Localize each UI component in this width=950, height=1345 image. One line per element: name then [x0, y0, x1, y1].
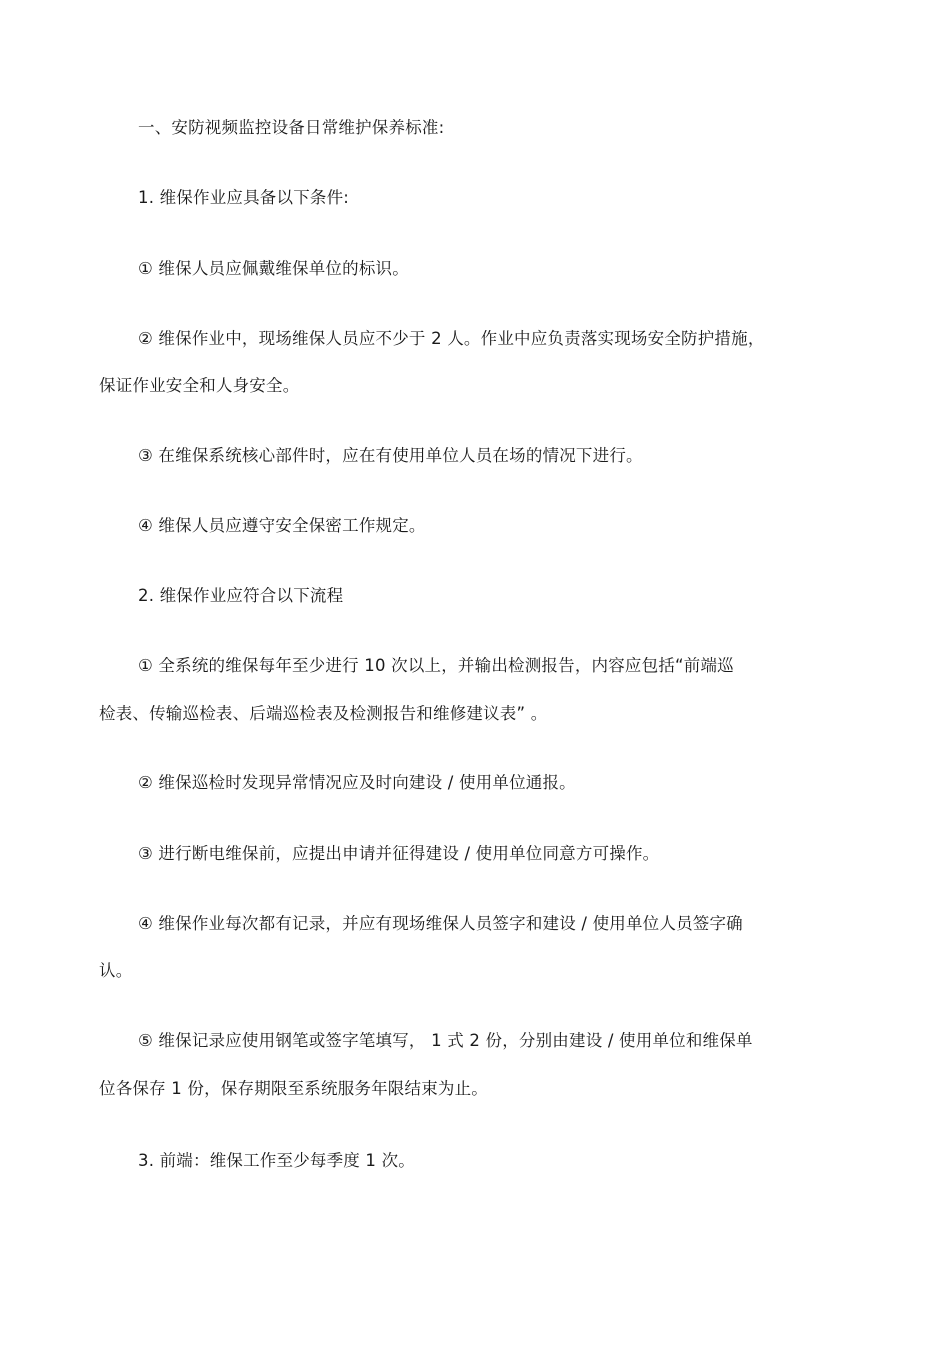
section-1-title: 1. 维保作业应具备以下条件:	[138, 188, 350, 207]
section-2-item-2: ② 维保巡检时发现异常情况应及时向建设 / 使用单位通报。	[138, 773, 576, 792]
section-1-item-2-line-1: ② 维保作业中，现场维保人员应不少于 2 人。作业中应负责落实现场安全防护措施，	[138, 329, 765, 348]
section-2-item-5-line-1: ⑤ 维保记录应使用钢笔或签字笔填写， 1 式 2 份，分别由建设 / 使用单位和维保单	[138, 1031, 753, 1050]
section-3-title: 3. 前端：维保工作至少每季度 1 次。	[138, 1151, 415, 1170]
section-2-title: 2. 维保作业应符合以下流程	[138, 586, 344, 605]
section-1-item-1: ① 维保人员应佩戴维保单位的标识。	[138, 259, 409, 278]
section-2-item-1-line-2: 检表、传输巡检表、后端巡检表及检测报告和维修建议表” 。	[99, 704, 548, 723]
document-heading: 一、安防视频监控设备日常维护保养标准:	[138, 118, 445, 137]
section-1-item-2-line-2: 保证作业安全和人身安全。	[99, 376, 300, 395]
section-1-item-3: ③ 在维保系统核心部件时，应在有使用单位人员在场的情况下进行。	[138, 446, 643, 465]
section-2-item-3: ③ 进行断电维保前，应提出申请并征得建设 / 使用单位同意方可操作。	[138, 844, 660, 863]
section-2-item-1-line-1: ① 全系统的维保每年至少进行 10 次以上，并输出检测报告，内容应包括“前端巡	[138, 656, 734, 675]
section-2-item-5-line-2: 位各保存 1 份，保存期限至系统服务年限结束为止。	[99, 1079, 488, 1098]
section-2-item-4-line-2: 认。	[99, 961, 133, 980]
section-2-item-4-line-1: ④ 维保作业每次都有记录，并应有现场维保人员签字和建设 / 使用单位人员签字确	[138, 914, 743, 933]
section-1-item-4: ④ 维保人员应遵守安全保密工作规定。	[138, 516, 426, 535]
